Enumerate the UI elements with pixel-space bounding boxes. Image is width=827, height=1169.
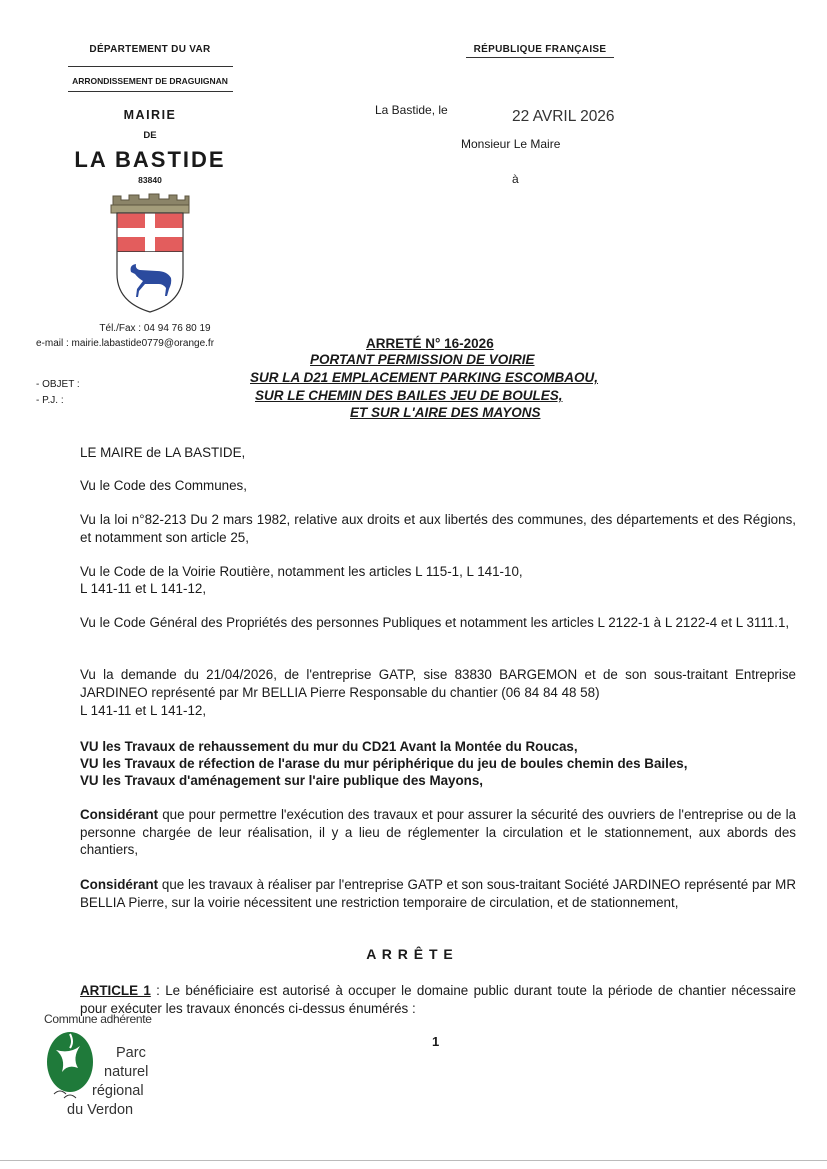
travaux-2: VU les Travaux de réfection de l'arase du mur périphérique du jeu de boules chemin des Bailes, xyxy=(80,756,688,771)
document-date: 22 AVRIL 2026 xyxy=(512,108,615,125)
parc-verdon-logo xyxy=(40,1028,100,1104)
title-line-3: SUR LA D21 EMPLACEMENT PARKING ESCOMBAOU, xyxy=(250,370,599,385)
arrondissement-label: ARRONDISSEMENT DE DRAGUIGNAN xyxy=(72,76,228,86)
considerant-2 xyxy=(80,876,796,911)
email[interactable]: e-mail : mairie.labastide0779@orange.fr xyxy=(36,338,215,349)
arrete-heading: A R R Ê T E xyxy=(366,946,454,962)
header-divider xyxy=(466,57,614,58)
sender: Monsieur Le Maire xyxy=(461,137,561,151)
maire-intro: LE MAIRE de LA BASTIDE, xyxy=(80,445,246,460)
page-number: 1 xyxy=(432,1034,440,1049)
header-divider xyxy=(68,91,233,92)
recipient-prefix: à xyxy=(512,172,519,186)
vu-code-communes: Vu le Code des Communes, xyxy=(80,478,247,493)
considerant-text: que pour permettre l'exécution des travaux et pour assurer la sécurité des ouvriers de l'entreprise ou de la personne chargée de leur réalisation, il y a lieu de réglementer la circulation et le stationnement, aux abords des chantiers, xyxy=(80,807,796,857)
date-place: La Bastide, le xyxy=(375,103,448,117)
phone: Tél./Fax : 04 94 76 80 19 xyxy=(99,323,211,334)
commune-adherente: Commune adhérente xyxy=(44,1012,152,1026)
vu-voirie-routiere-cont: L 141-11 et L 141-12, xyxy=(80,581,207,596)
parc-line-1: Parc xyxy=(116,1045,146,1061)
title-line-4: SUR LE CHEMIN DES BAILES JEU DE BOULES, xyxy=(255,388,563,403)
parc-line-4: du Verdon xyxy=(67,1102,134,1118)
postcode: 83840 xyxy=(138,175,162,185)
parc-line-2: naturel xyxy=(104,1064,149,1080)
de-label: DE xyxy=(143,130,157,141)
page-bottom-edge xyxy=(0,1160,827,1161)
arrete-number: ARRETÉ N° 16-2026 xyxy=(366,336,494,351)
considerant-label: Considérant xyxy=(80,877,159,892)
republique-label: RÉPUBLIQUE FRANÇAISE xyxy=(473,44,607,55)
objet-label: - OBJET : xyxy=(36,379,80,390)
considerant-1 xyxy=(80,806,796,859)
commune-name: LA BASTIDE xyxy=(74,147,226,172)
article-1 xyxy=(80,982,796,1017)
vu-demande-cont: L 141-11 et L 141-12, xyxy=(80,703,207,718)
vu-voirie-routiere: Vu le Code de la Voirie Routière, notamment les articles L 115-1, L 141-10, xyxy=(80,564,523,579)
pj-label: - P.J. : xyxy=(36,395,64,406)
title-line-5: ET SUR L'AIRE DES MAYONS xyxy=(350,405,541,420)
title-line-2: PORTANT PERMISSION DE VOIRIE xyxy=(310,352,535,367)
vu-demande: Vu la demande du 21/04/2026, de l'entreprise GATP, sise 83830 BARGEMON et de son sous-traitant Entreprise JARDINEO représenté par Mr BELLIA Pierre Responsable du chantier (06 84 84 48 58) xyxy=(80,667,796,700)
coat-of-arms xyxy=(105,192,193,317)
department-label: DÉPARTEMENT DU VAR xyxy=(89,44,211,55)
header-divider xyxy=(68,66,233,67)
considerant-label: Considérant xyxy=(80,807,159,822)
vu-loi: Vu la loi n°82-213 Du 2 mars 1982, relative aux droits et aux libertés des communes, des départements et des Régions, et notamment son article 25, xyxy=(80,512,796,545)
travaux-1: VU les Travaux de rehaussement du mur du CD21 Avant la Montée du Roucas, xyxy=(80,739,578,754)
article-1-label: ARTICLE 1 xyxy=(80,983,151,998)
parc-line-3: régional xyxy=(92,1083,144,1099)
article-1-text: : Le bénéficiaire est autorisé à occuper le domaine public durant toute la période de chantier nécessaire pour exécuter les travaux énoncés ci-dessus énumérés : xyxy=(80,983,796,1016)
considerant-text: que les travaux à réaliser par l'entreprise GATP et son sous-traitant Société JARDINEO représenté par MR BELLIA Pierre, sur la voirie nécessitent une restriction temporaire de circulation, et de stationnement, xyxy=(80,877,796,910)
travaux-3: VU les Travaux d'aménagement sur l'aire publique des Mayons, xyxy=(80,773,484,788)
vu-code-proprietes: Vu le Code Général des Propriétés des personnes Publiques et notamment les articles L 2122-1 à L 2122-4 et L 3111.1, xyxy=(80,615,790,630)
mairie-label: MAIRIE xyxy=(123,108,177,122)
